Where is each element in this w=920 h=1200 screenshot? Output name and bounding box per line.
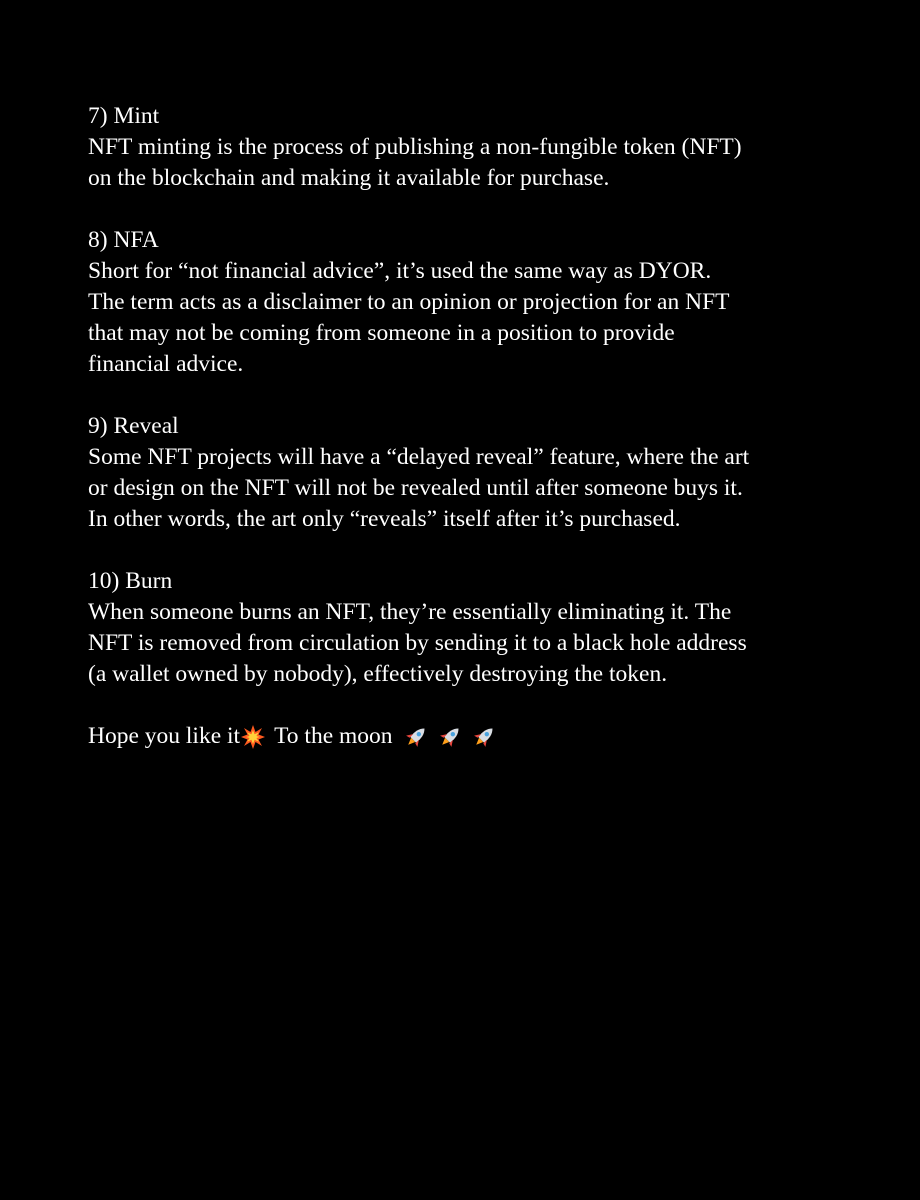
section-mint bbox=[88, 101, 888, 194]
section-title: 8) NFA bbox=[88, 227, 159, 253]
collision-icon bbox=[240, 724, 266, 750]
section-nfa bbox=[88, 225, 888, 380]
rocket-icon bbox=[471, 724, 497, 750]
section-title: 10) Burn bbox=[88, 568, 173, 594]
closing-line bbox=[88, 721, 888, 752]
section-body: Short for “not financial advice”, it’s used the same way as DYOR. The term acts as a disclaimer to an opinion or projection for an NFT that may not be coming from someone in a position to provide financial advice. bbox=[88, 258, 730, 377]
section-body: Some NFT projects will have a “delayed reveal” feature, where the art or design on the NFT will not be revealed until after someone buys it. In other words, the art only “reveals” itself after it’s purchased. bbox=[88, 444, 750, 532]
section-title: 7) Mint bbox=[88, 103, 160, 129]
section-reveal bbox=[88, 411, 888, 535]
closing-text-before: Hope you like it bbox=[88, 723, 241, 749]
section-title: 9) Reveal bbox=[88, 413, 179, 439]
section-burn bbox=[88, 566, 888, 690]
section-body: NFT minting is the process of publishing a non-fungible token (NFT) on the blockchain and making it available for purchase. bbox=[88, 134, 742, 191]
rocket-icon bbox=[403, 724, 429, 750]
document-page bbox=[88, 101, 888, 752]
rocket-icon bbox=[437, 724, 463, 750]
section-body: When someone burns an NFT, they’re essentially eliminating it. The NFT is removed from circulation by sending it to a black hole address (a wallet owned by nobody), effectively destroying the token. bbox=[88, 599, 747, 687]
closing-text-after: To the moon bbox=[274, 723, 393, 749]
